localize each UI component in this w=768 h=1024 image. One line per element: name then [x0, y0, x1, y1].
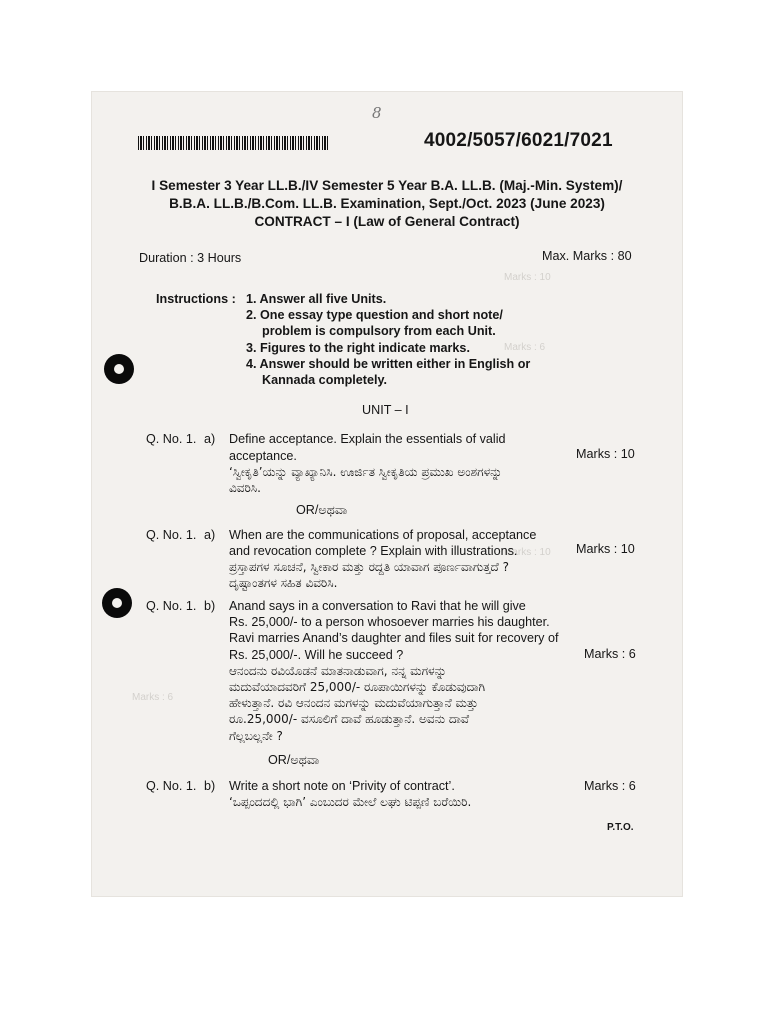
question-number: Q. No. 1.	[146, 779, 197, 793]
question-text-kannada: ಮದುವೆಯಾದವರಿಗೆ 25,000/- ರೂಪಾಯಿಗಳನ್ನು ಕೊಡುವುದಾಗಿ	[229, 680, 486, 694]
bleed-through-text: Marks : 10	[504, 547, 551, 558]
punch-hole	[102, 588, 132, 618]
question-part: a)	[204, 528, 216, 542]
question-number: Q. No. 1.	[146, 432, 197, 446]
instructions-label: Instructions :	[156, 292, 236, 306]
bleed-through-text: Marks : 10	[504, 272, 551, 283]
instruction-item: 3. Figures to the right indicate marks.	[246, 341, 470, 355]
question-part: a)	[204, 432, 216, 446]
instruction-item: 2. One essay type question and short note/	[246, 308, 503, 322]
exam-subject-title: CONTRACT – I (Law of General Contract)	[254, 214, 520, 229]
question-number: Q. No. 1.	[146, 528, 197, 542]
instruction-item: problem is compulsory from each Unit.	[262, 324, 496, 338]
exam-paper-sheet	[92, 92, 682, 896]
question-part: b)	[204, 779, 216, 793]
or-separator: OR/ಅಥವಾ	[296, 503, 348, 517]
question-number: Q. No. 1.	[146, 599, 197, 613]
page-turn-note: P.T.O.	[607, 822, 634, 833]
question-text-kannada: ಆನಂದನು ರವಿಯೊಡನೆ ಮಾತನಾಡುವಾಗ, ನನ್ನ ಮಗಳನ್ನು	[229, 664, 447, 678]
bleed-through-text: Marks : 6	[504, 342, 546, 353]
question-text: Write a short note on ‘Privity of contract’.	[229, 779, 455, 793]
exam-header-line-2: B.B.A. LL.B./B.Com. LL.B. Examination, Sept./Oct. 2023 (June 2023)	[169, 196, 605, 211]
question-text: Ravi marries Anand’s daughter and files suit for recovery of	[229, 631, 559, 645]
question-marks: Marks : 10	[576, 447, 635, 461]
bleed-through-text: Marks : 6	[132, 692, 174, 703]
or-separator: OR/ಅಥವಾ	[268, 753, 320, 767]
question-marks: Marks : 6	[584, 647, 636, 661]
instruction-item: 4. Answer should be written either in English or	[246, 357, 531, 371]
barcode	[138, 136, 328, 150]
handwritten-page-mark: 8	[372, 104, 382, 122]
instruction-item: Kannada completely.	[262, 373, 388, 387]
unit-heading: UNIT – I	[362, 403, 409, 417]
question-text: Define acceptance. Explain the essentials of valid	[229, 432, 506, 446]
duration: Duration : 3 Hours	[139, 251, 242, 265]
question-text: and revocation complete ? Explain with illustrations.	[229, 544, 518, 558]
question-text-kannada: ವಿವರಿಸಿ.	[229, 481, 261, 495]
question-text: acceptance.	[229, 449, 297, 463]
question-text-kannada: ರೂ.25,000/- ವಸೂಲಿಗೆ ದಾವೆ ಹೂಡುತ್ತಾನೆ. ಅವನು ದಾವೆ	[229, 712, 470, 726]
question-text-kannada: ದೃಷ್ಟಾಂತಗಳ ಸಹಿತ ವಿವರಿಸಿ.	[229, 576, 338, 590]
question-marks: Marks : 6	[584, 779, 636, 793]
question-text-kannada: ಹೇಳುತ್ತಾನೆ. ರವಿ ಆನಂದನ ಮಗಳನ್ನು ಮದುವೆಯಾಗುತ್ತಾನೆ ಮತ್ತು	[229, 696, 479, 710]
question-text-kannada: ‘ಸ್ವೀಕೃತಿ’ಯನ್ನು ವ್ಯಾಖ್ಯಾನಿಸಿ. ಊರ್ಜಿತ ಸ್ವೀಕೃತಿಯ ಪ್ರಮುಖ ಅಂಶಗಳನ್ನು	[229, 465, 503, 479]
question-text-kannada: ಗೆಲ್ಲಬಲ್ಲನೇ ?	[229, 729, 283, 743]
question-text: When are the communications of proposal, acceptance	[229, 528, 537, 542]
question-text: Rs. 25,000/-. Will he succeed ?	[229, 648, 404, 662]
instruction-item: 1. Answer all five Units.	[246, 292, 387, 306]
punch-hole	[104, 354, 134, 384]
question-text: Anand says in a conversation to Ravi that he will give	[229, 599, 526, 613]
question-text: Rs. 25,000/- to a person whosoever marries his daughter.	[229, 615, 550, 629]
exam-header-line-1: I Semester 3 Year LL.B./IV Semester 5 Year B.A. LL.B. (Maj.-Min. System)/	[151, 178, 623, 193]
max-marks: Max. Marks : 80	[542, 249, 632, 263]
question-marks: Marks : 10	[576, 542, 635, 556]
question-text-kannada: ಪ್ರಸ್ತಾಪಗಳ ಸೂಚನೆ, ಸ್ವೀಕಾರ ಮತ್ತು ರದ್ದತಿ ಯಾವಾಗ ಪೂರ್ಣವಾಗುತ್ತದೆ ?	[229, 560, 509, 574]
question-part: b)	[204, 599, 216, 613]
question-text-kannada: ‘ಒಪ್ಪಂದದಲ್ಲಿ ಭಾಗಿ’ ಎಂಬುದರ ಮೇಲೆ ಲಘು ಟಿಪ್ಪಣಿ ಬರೆಯಿರಿ.	[229, 795, 472, 809]
paper-code: 4002/5057/6021/7021	[424, 130, 613, 151]
